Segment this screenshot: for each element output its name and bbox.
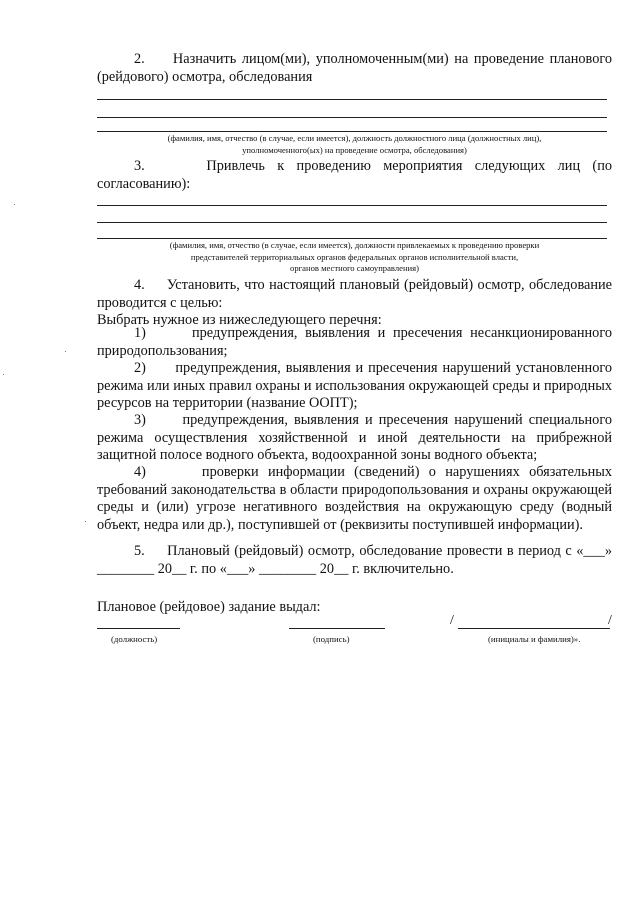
- option-number: 4): [134, 464, 146, 480]
- position-signature-line: [97, 628, 180, 629]
- fill-line: [97, 222, 607, 223]
- option-text: предупреждения, выявления и пресечения нарушений специального режима осуществления хозяйственной и иной деятельности на прибрежной защитной полосе водного объекта, водоохранной зоны водного объекта;: [97, 412, 612, 463]
- name-slash-left: /: [450, 613, 454, 628]
- option-2: [97, 360, 612, 413]
- item-2-caption-line-1: (фамилия, имя, отчество (в случае, если имеется), должность должностного лица (должностных лиц),: [167, 133, 542, 143]
- fill-line: [97, 238, 607, 239]
- item-3-caption-line-3: органов местного самоуправления): [290, 263, 419, 273]
- scan-dot: [65, 351, 66, 352]
- item-4-text: Установить, что настоящий плановый (рейдовый) осмотр, обследование проводится с целью:: [97, 277, 612, 311]
- item-3-text: Привлечь к проведению мероприятия следующих лиц (по согласованию):: [97, 158, 612, 192]
- item-4-choose-line: Выбрать нужное из нижеследующего перечня:: [97, 312, 382, 328]
- item-4-number: 4.: [134, 277, 145, 293]
- option-3: [97, 412, 612, 465]
- item-2-caption: [97, 133, 612, 156]
- issued-by-label: Плановое (рейдовое) задание выдал:: [97, 599, 321, 615]
- fill-line: [97, 131, 607, 132]
- scan-dot: [85, 521, 86, 522]
- option-text: предупреждения, выявления и пресечения нарушений установленного режима или иных правил охраны и использования окружающей среды и природных ресурсов на территории (название ООПТ);: [97, 360, 612, 411]
- item-3-caption-line-1: (фамилия, имя, отчество (в случае, если имеется), должности привлекаемых к проведению проверки: [169, 240, 540, 250]
- scan-dot: [3, 374, 4, 375]
- item-3-number: 3.: [134, 158, 145, 174]
- item-2-text: Назначить лицом(ми), уполномоченным(ми) на проведение планового (рейдового) осмотра, обследования: [97, 51, 612, 85]
- item-5-number: 5.: [134, 543, 145, 559]
- fill-line: [97, 99, 607, 100]
- item-3-caption-line-2: представителей территориальных органов федеральных органов исполнительной власти,: [190, 251, 519, 262]
- signature-line: [289, 628, 385, 629]
- option-number: 2): [134, 360, 146, 376]
- option-number: 3): [134, 412, 146, 428]
- item-3-paragraph: [97, 158, 612, 193]
- item-4-paragraph: [97, 277, 612, 312]
- option-number: 1): [134, 325, 146, 341]
- name-signature-line: [458, 628, 610, 629]
- item-5-paragraph: [97, 543, 612, 578]
- option-text: проверки информации (сведений) о нарушениях обязательных требований законодательства в области природопользования и охраны окружающей среды и (или) угрозе негативного воздействия на окружающую среду (водный объект, недра или др.), поступившей от (реквизиты поступившей информации).: [97, 464, 612, 533]
- name-slash-right: /: [608, 613, 612, 628]
- item-3-caption: [97, 240, 612, 275]
- caption-signature: (подпись): [313, 634, 350, 644]
- scan-dot: [14, 204, 15, 205]
- caption-position: (должность): [111, 634, 158, 644]
- option-text: предупреждения, выявления и пресечения несанкционированного природопользования;: [97, 325, 612, 359]
- item-2-number: 2.: [134, 51, 145, 67]
- option-1: [97, 325, 612, 360]
- fill-line: [97, 117, 607, 118]
- fill-line: [97, 205, 607, 206]
- item-5-text: Плановый (рейдовый) осмотр, обследование провести в период с «___» ________ 20__ г. по «___» ________ 20__ г. включительно.: [97, 543, 612, 577]
- item-2-caption-line-2: уполномоченного(ых) на проведение осмотра, обследования): [242, 144, 467, 155]
- caption-name: (инициалы и фамилия)».: [488, 634, 581, 644]
- option-4: [97, 464, 612, 534]
- item-2-paragraph: [97, 51, 612, 86]
